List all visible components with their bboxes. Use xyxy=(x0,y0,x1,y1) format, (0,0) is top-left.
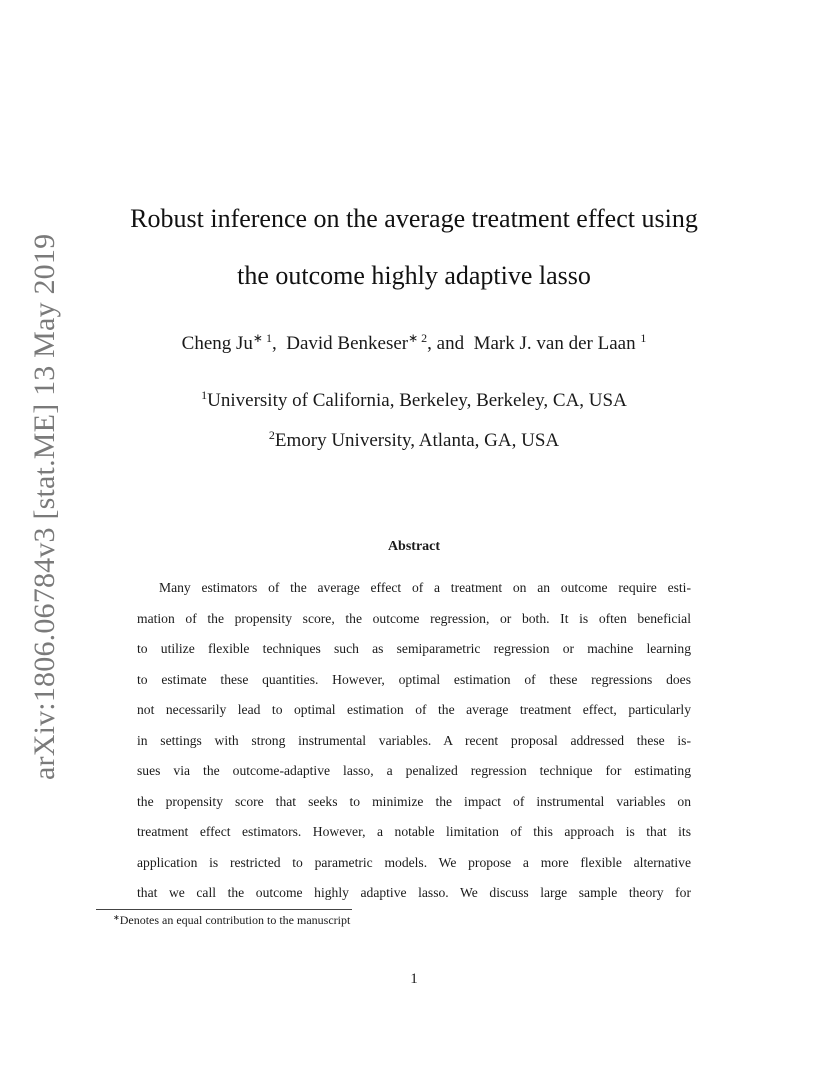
affiliation-1 xyxy=(0,388,828,412)
affiliation-text: Emory University, Atlanta, GA, USA xyxy=(274,430,560,451)
page-number: 1 xyxy=(410,971,418,987)
abstract-body xyxy=(137,573,691,909)
abstract-line: mation of the propensity score, the outcome regression, or both. It is often beneficial xyxy=(137,610,691,626)
abstract-line: Many estimators of the average effect of a treatment on an outcome require esti- xyxy=(159,580,691,595)
abstract-heading: Abstract xyxy=(387,539,441,554)
abstract-line: that we call the outcome highly adaptive lasso. We discuss large sample theory for xyxy=(137,885,691,900)
footnote-mark: ∗ xyxy=(113,913,120,922)
arxiv-identifier-stamp: arXiv:1806.06784v3 [stat.ME] 13 May 2019 xyxy=(28,233,61,780)
abstract-line: to estimate these quantities. However, optimal estimation of these regressions does xyxy=(137,671,691,687)
footnote-divider xyxy=(96,909,352,910)
author-name: Mark J. van der Laan xyxy=(473,333,636,354)
abstract-line: application is restricted to parametric models. We propose a more flexible alternative xyxy=(137,854,691,870)
abstract-line: the propensity score that seeks to minimize the impact of instrumental variables on xyxy=(137,793,691,809)
abstract-line: not necessarily lead to optimal estimation of the average treatment effect, particularly xyxy=(137,702,691,717)
affiliation-mark: 1 xyxy=(201,388,208,402)
author-affiliation-mark: ∗ 1 xyxy=(252,331,272,345)
abstract-line: treatment effect estimators. However, a notable limitation of this approach is that its xyxy=(137,824,691,839)
author-separator: , xyxy=(271,333,287,354)
abstract-line: sues via the outcome-adaptive lasso, a penalized regression technique for estimating xyxy=(137,763,691,778)
affiliation-text: University of California, Berkeley, Berkeley, CA, USA xyxy=(207,390,627,411)
author-list xyxy=(0,331,828,355)
paper-title-line-1: Robust inference on the average treatment effect using xyxy=(130,204,698,233)
author-name: David Benkeser xyxy=(286,333,409,354)
footnote xyxy=(113,913,350,928)
author-affiliation-mark: ∗ 2 xyxy=(408,331,428,345)
author-separator: , and xyxy=(427,333,474,354)
footnote-text: Denotes an equal contribution to the manuscript xyxy=(119,913,351,927)
affiliation-mark: 2 xyxy=(268,428,275,442)
abstract-line: in settings with strong instrumental variables. A recent proposal addressed these is- xyxy=(137,732,691,748)
paper-title-line-2: the outcome highly adaptive lasso xyxy=(237,261,591,290)
author-affiliation-mark: 1 xyxy=(640,331,647,345)
affiliation-2 xyxy=(0,428,828,452)
author-name: Cheng Ju xyxy=(181,333,253,354)
abstract-line: to utilize flexible techniques such as semiparametric regression or machine learning xyxy=(137,641,691,656)
